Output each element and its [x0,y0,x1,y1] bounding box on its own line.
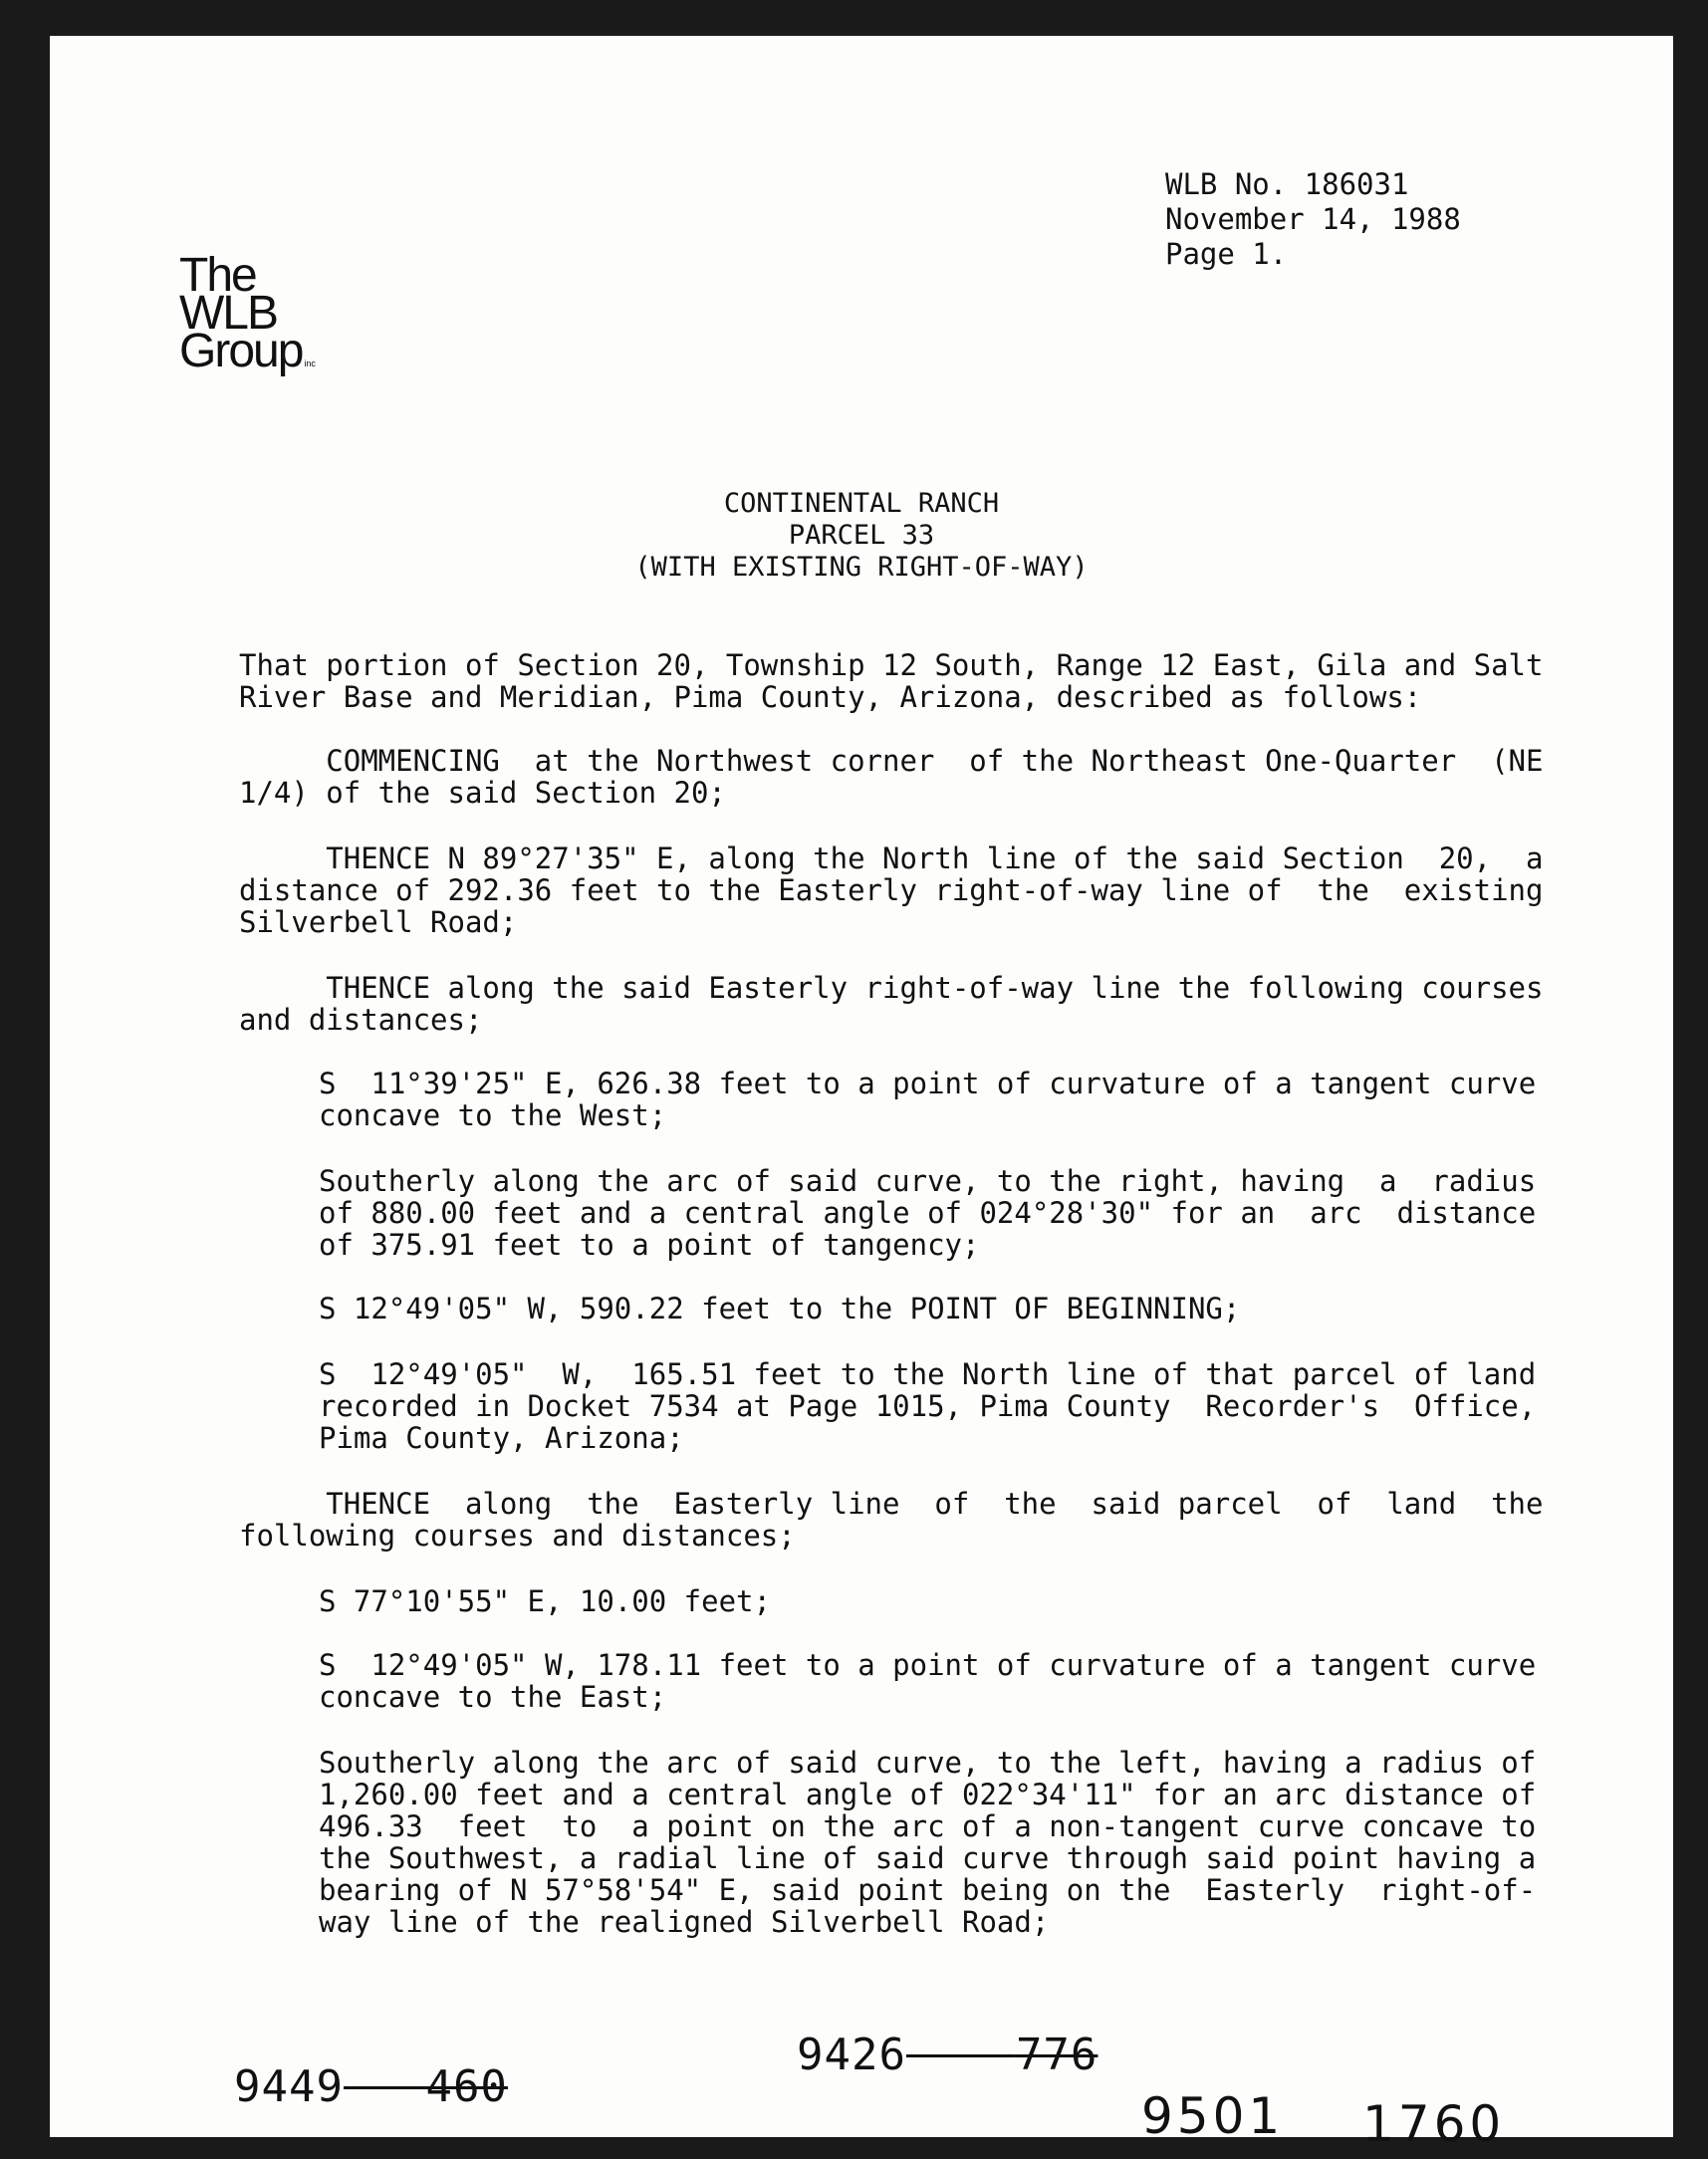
logo-word-the: The [179,249,256,302]
course-5: S 77°10'55" E, 10.00 feet; [319,1584,771,1618]
course-6: S 12°49'05" W, 178.11 feet to a point of curvature of a tangent curve concave to the East; [319,1648,1537,1714]
course-3: S 12°49'05" W, 590.22 feet to the POINT OF BEGINNING; [319,1292,1241,1325]
document-title [50,488,1673,584]
stamp-number-1: 9449 460 [234,2061,508,2112]
course-7: Southerly along the arc of said curve, to the left, having a radius of 1,260.00 feet and a central angle of 022°34'11" for an arc distance of 496.33 feet to a point on the arc of a non-tangent curve concave to the Southwest, a radial line of said curve through said point having a bearing of N 57°58'54" E, said point being on the Easterly right-of- way line of the realigned Silverbell Road; [319,1746,1537,1939]
course-1: S 11°39'25" E, 626.38 feet to a point of curvature of a tangent curve concave to the West; [319,1067,1537,1132]
file-number: WLB No. 186031 [1165,167,1409,201]
title-line-3: (WITH EXISTING RIGHT-OF-WAY) [634,552,1089,583]
title-line-1: CONTINENTAL RANCH [723,488,1000,519]
course-4: S 12°49'05" W, 165.51 feet to the North line of that parcel of land recorded in Docket 7534 at Page 1015, Pima County Recorder's Office, Pima County, Arizona; [319,1357,1537,1455]
paragraph-thence-north: THENCE N 89°27'35" E, along the North line of the said Section 20, a distance of 292.36 feet to the Easterly right-of-way line of the existing Silverbell Road; [239,841,1544,939]
paragraph-thence-easterly: THENCE along the said Easterly right-of-way line the following courses and distances; [239,971,1544,1037]
handwritten-number-1: 9501 [1141,2087,1285,2145]
course-2: Southerly along the arc of said curve, to the right, having a radius of 880.00 feet and a central angle of 024°28'30" for an arc distance of 375.91 feet to a point of tangency; [319,1164,1537,1262]
document-header [1165,167,1461,272]
handwritten-number-2: 1760 [1362,2095,1506,2153]
logo-word-group: Group inc [179,325,316,377]
logo-word-wlb: WLB [179,287,278,340]
document-page [50,36,1673,2153]
paragraph-thence-parcel: THENCE along the Easterly line of the said parcel of land the following courses and distances; [239,1487,1544,1553]
company-logo [179,249,316,382]
paragraph-intro: That portion of Section 20, Township 12 South, Range 12 East, Gila and Salt River Base and Meridian, Pima County, Arizona, described as follows: [239,648,1544,714]
paragraph-commencing: COMMENCING at the Northwest corner of the Northeast One-Quarter (NE 1/4) of the said Section 20; [239,744,1544,810]
document-date: November 14, 1988 [1165,202,1461,236]
title-line-2: PARCEL 33 [788,520,935,551]
page-number: Page 1. [1165,237,1288,271]
stamp-number-2: 9426 776 [797,2030,1098,2080]
logo-suffix: inc [304,359,316,368]
